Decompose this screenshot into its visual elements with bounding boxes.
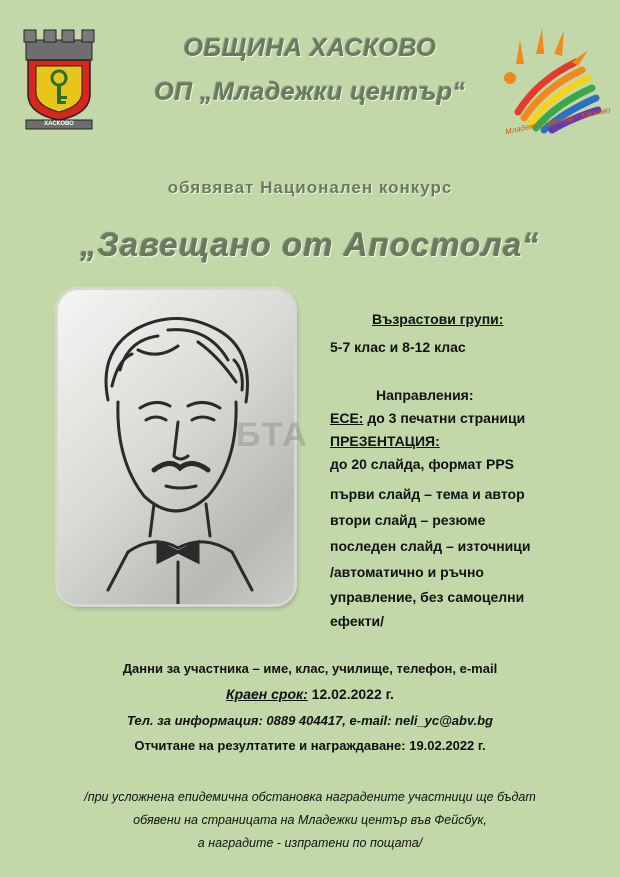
contact-email: neli_yc@abv.bg bbox=[395, 713, 493, 728]
org-name-youth-center: ОП „Младежки център“ bbox=[154, 78, 466, 106]
footer-note-line: а наградите - изпратени по пощата/ bbox=[197, 836, 423, 850]
deadline-line bbox=[0, 686, 620, 702]
announce-line: обявяват Национален конкурс bbox=[167, 178, 453, 197]
crest-motto: ХАСКОВО bbox=[44, 121, 74, 127]
presentation-line: ефекти/ bbox=[330, 613, 384, 629]
haskovo-crest-logo bbox=[20, 26, 98, 130]
age-groups-heading: Възрастови групи: bbox=[372, 311, 504, 327]
directions-heading: Направления: bbox=[376, 387, 474, 403]
results-line: Отчитане на резултатите и награждаване: 19.02.2022 г. bbox=[134, 738, 486, 753]
essay-label: ЕСЕ: bbox=[330, 410, 364, 426]
contact-label: Тел. за информация: 0889 404417, e-mail: bbox=[126, 713, 396, 728]
deadline-label: Краен срок: bbox=[226, 686, 308, 702]
org-name-municipality: ОБЩИНА ХАСКОВО bbox=[183, 34, 437, 62]
presentation-line: последен слайд – източници bbox=[330, 538, 531, 554]
footer-note-line: /при усложнена епидемична обстановка наградените участници ще бъдат bbox=[84, 790, 536, 804]
presentation-label: ПРЕЗЕНТАЦИЯ: bbox=[330, 433, 440, 449]
bta-watermark: БТА bbox=[236, 416, 309, 454]
youth-center-logo-text: Младежки център - Хасково bbox=[504, 105, 612, 137]
participant-data-line: Данни за участника – име, клас, училище, телефон, e-mail bbox=[122, 661, 498, 676]
age-groups-value: 5-7 клас и 8-12 клас bbox=[330, 339, 466, 355]
presentation-line: втори слайд – резюме bbox=[330, 512, 486, 528]
deadline-value: 12.02.2022 г. bbox=[307, 686, 394, 702]
contact-line bbox=[0, 713, 620, 728]
presentation-line: /автоматично и ръчно bbox=[330, 564, 484, 580]
essay-value: до 3 печатни страници bbox=[363, 410, 526, 426]
presentation-line: първи слайд – тема и автор bbox=[330, 486, 525, 502]
presentation-line: управление, без самоцелни bbox=[330, 589, 525, 605]
presentation-line: до 20 слайда, формат PPS bbox=[330, 456, 515, 472]
essay-line bbox=[330, 407, 525, 430]
footer-note-line: обявени на страницата на Младежки център във Фейсбук, bbox=[133, 813, 487, 827]
contest-title: „Завещано от Апостола“ bbox=[80, 226, 540, 263]
